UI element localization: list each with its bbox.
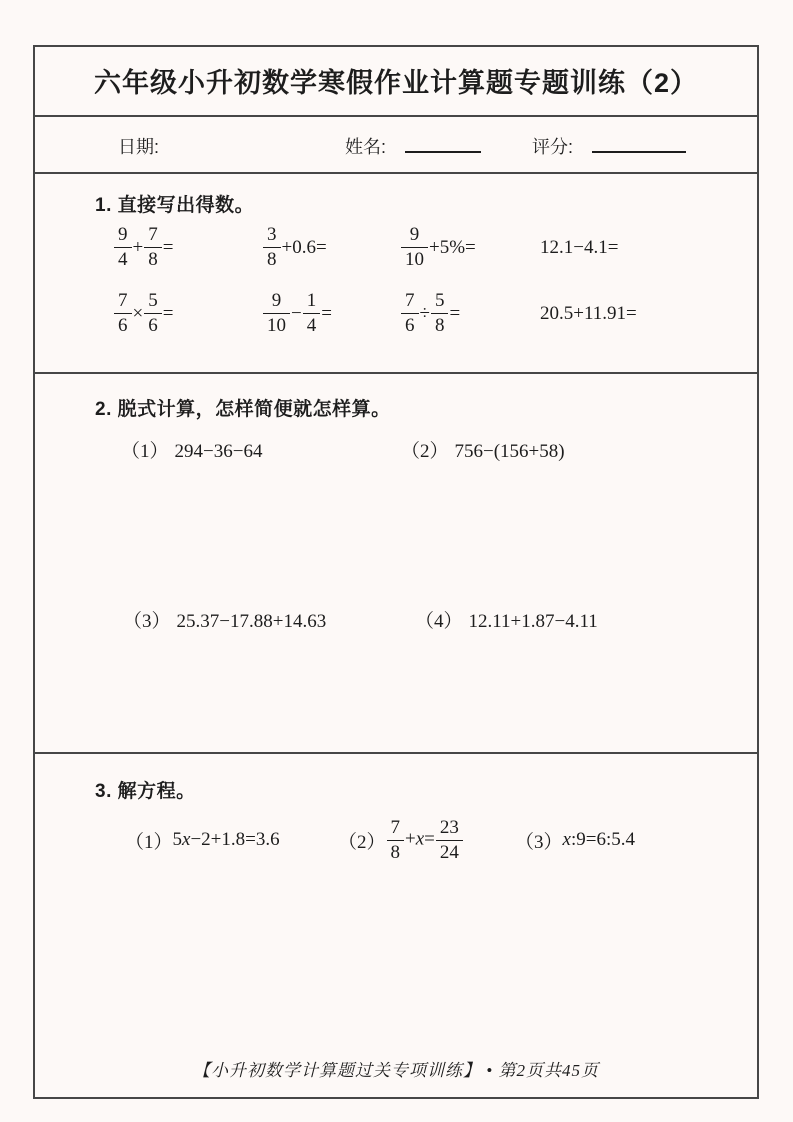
section-step-calculation [35,374,757,755]
fraction: $\frac{9}{4}$ [114,224,132,271]
section-direct-calculation [35,174,757,374]
problem-label: （3） [123,610,171,632]
math-problem [415,606,598,633]
fraction: $\frac{7}{8}$ [144,224,162,271]
math-problem [338,810,464,870]
math-problem: 20.5+11.91= [540,302,637,324]
title-row [35,47,757,117]
section3-heading: 3. 解方程。 [95,781,196,803]
name-blank [405,131,481,153]
section-solve-equations [35,754,757,1097]
problem-label: （1） [121,440,169,462]
problem-expression: 294−36−64 [174,440,263,462]
section2-heading: 2. 脱式计算，怎样简便就怎样算。 [95,398,391,420]
problem-expression: $\frac{7}{8}$ +x= $\frac{23}{24}$ [386,817,464,864]
fraction: $\frac{9}{10}$ [263,290,290,337]
problem-label: （4） [415,610,463,632]
problem-label: （1） [125,831,173,853]
problem-label: （3） [515,831,563,853]
fraction: $\frac{7}{6}$ [114,290,132,337]
fraction: $\frac{5}{8}$ [431,290,449,337]
math-problem: $\frac{3}{8}$ +0.6= [262,220,327,276]
problem-expression: 25.37−17.88+14.63 [176,610,327,632]
worksheet-page [33,45,759,1099]
fraction: $\frac{5}{6}$ [144,290,162,337]
problem-label: （2） [338,831,386,853]
page-footer: 【小升初数学计算题过关专项训练】 • 第2页共45页 [193,1061,599,1080]
problem-label: （2） [401,440,449,462]
math-problem [121,436,262,463]
problem-expression: x:9=6:5.4 [562,829,635,851]
math-problem [401,436,565,463]
fraction: $\frac{9}{10}$ [401,224,428,271]
score-blank [592,131,686,153]
fraction: $\frac{7}{6}$ [401,290,419,337]
math-problem: $\frac{9}{10}$ +5%= [400,220,476,276]
score-label: 评分: [532,136,574,157]
problem-expression: 5x−2+1.8=3.6 [172,829,280,851]
name-label: 姓名: [345,136,387,157]
page-title: 六年级小升初数学寒假作业计算题专题训练（2） [93,68,698,99]
problem-expression: 12.11+1.87−4.11 [468,610,598,632]
math-problem: $\frac{7}{6}$ ÷ $\frac{5}{8}$ = [400,286,460,342]
math-problem [123,606,326,633]
problem-expression: 756−(156+58) [454,440,565,462]
fraction: $\frac{1}{4}$ [303,290,321,337]
math-problem: 12.1−4.1= [540,236,619,258]
fraction: $\frac{23}{24}$ [436,817,463,864]
math-problem: $\frac{9}{10}$ − $\frac{1}{4}$ = [262,286,332,342]
section1-heading: 1. 直接写出得数。 [95,194,255,216]
math-problem: $\frac{9}{4}$ + $\frac{7}{8}$ = [113,220,173,276]
info-row [35,117,757,174]
math-problem: $\frac{7}{6}$ × $\frac{5}{6}$ = [113,286,173,342]
date-label: 日期: [118,136,160,157]
math-problem [515,810,635,870]
fraction: $\frac{7}{8}$ [387,817,405,864]
math-problem [125,810,280,870]
fraction: $\frac{3}{8}$ [263,224,281,271]
